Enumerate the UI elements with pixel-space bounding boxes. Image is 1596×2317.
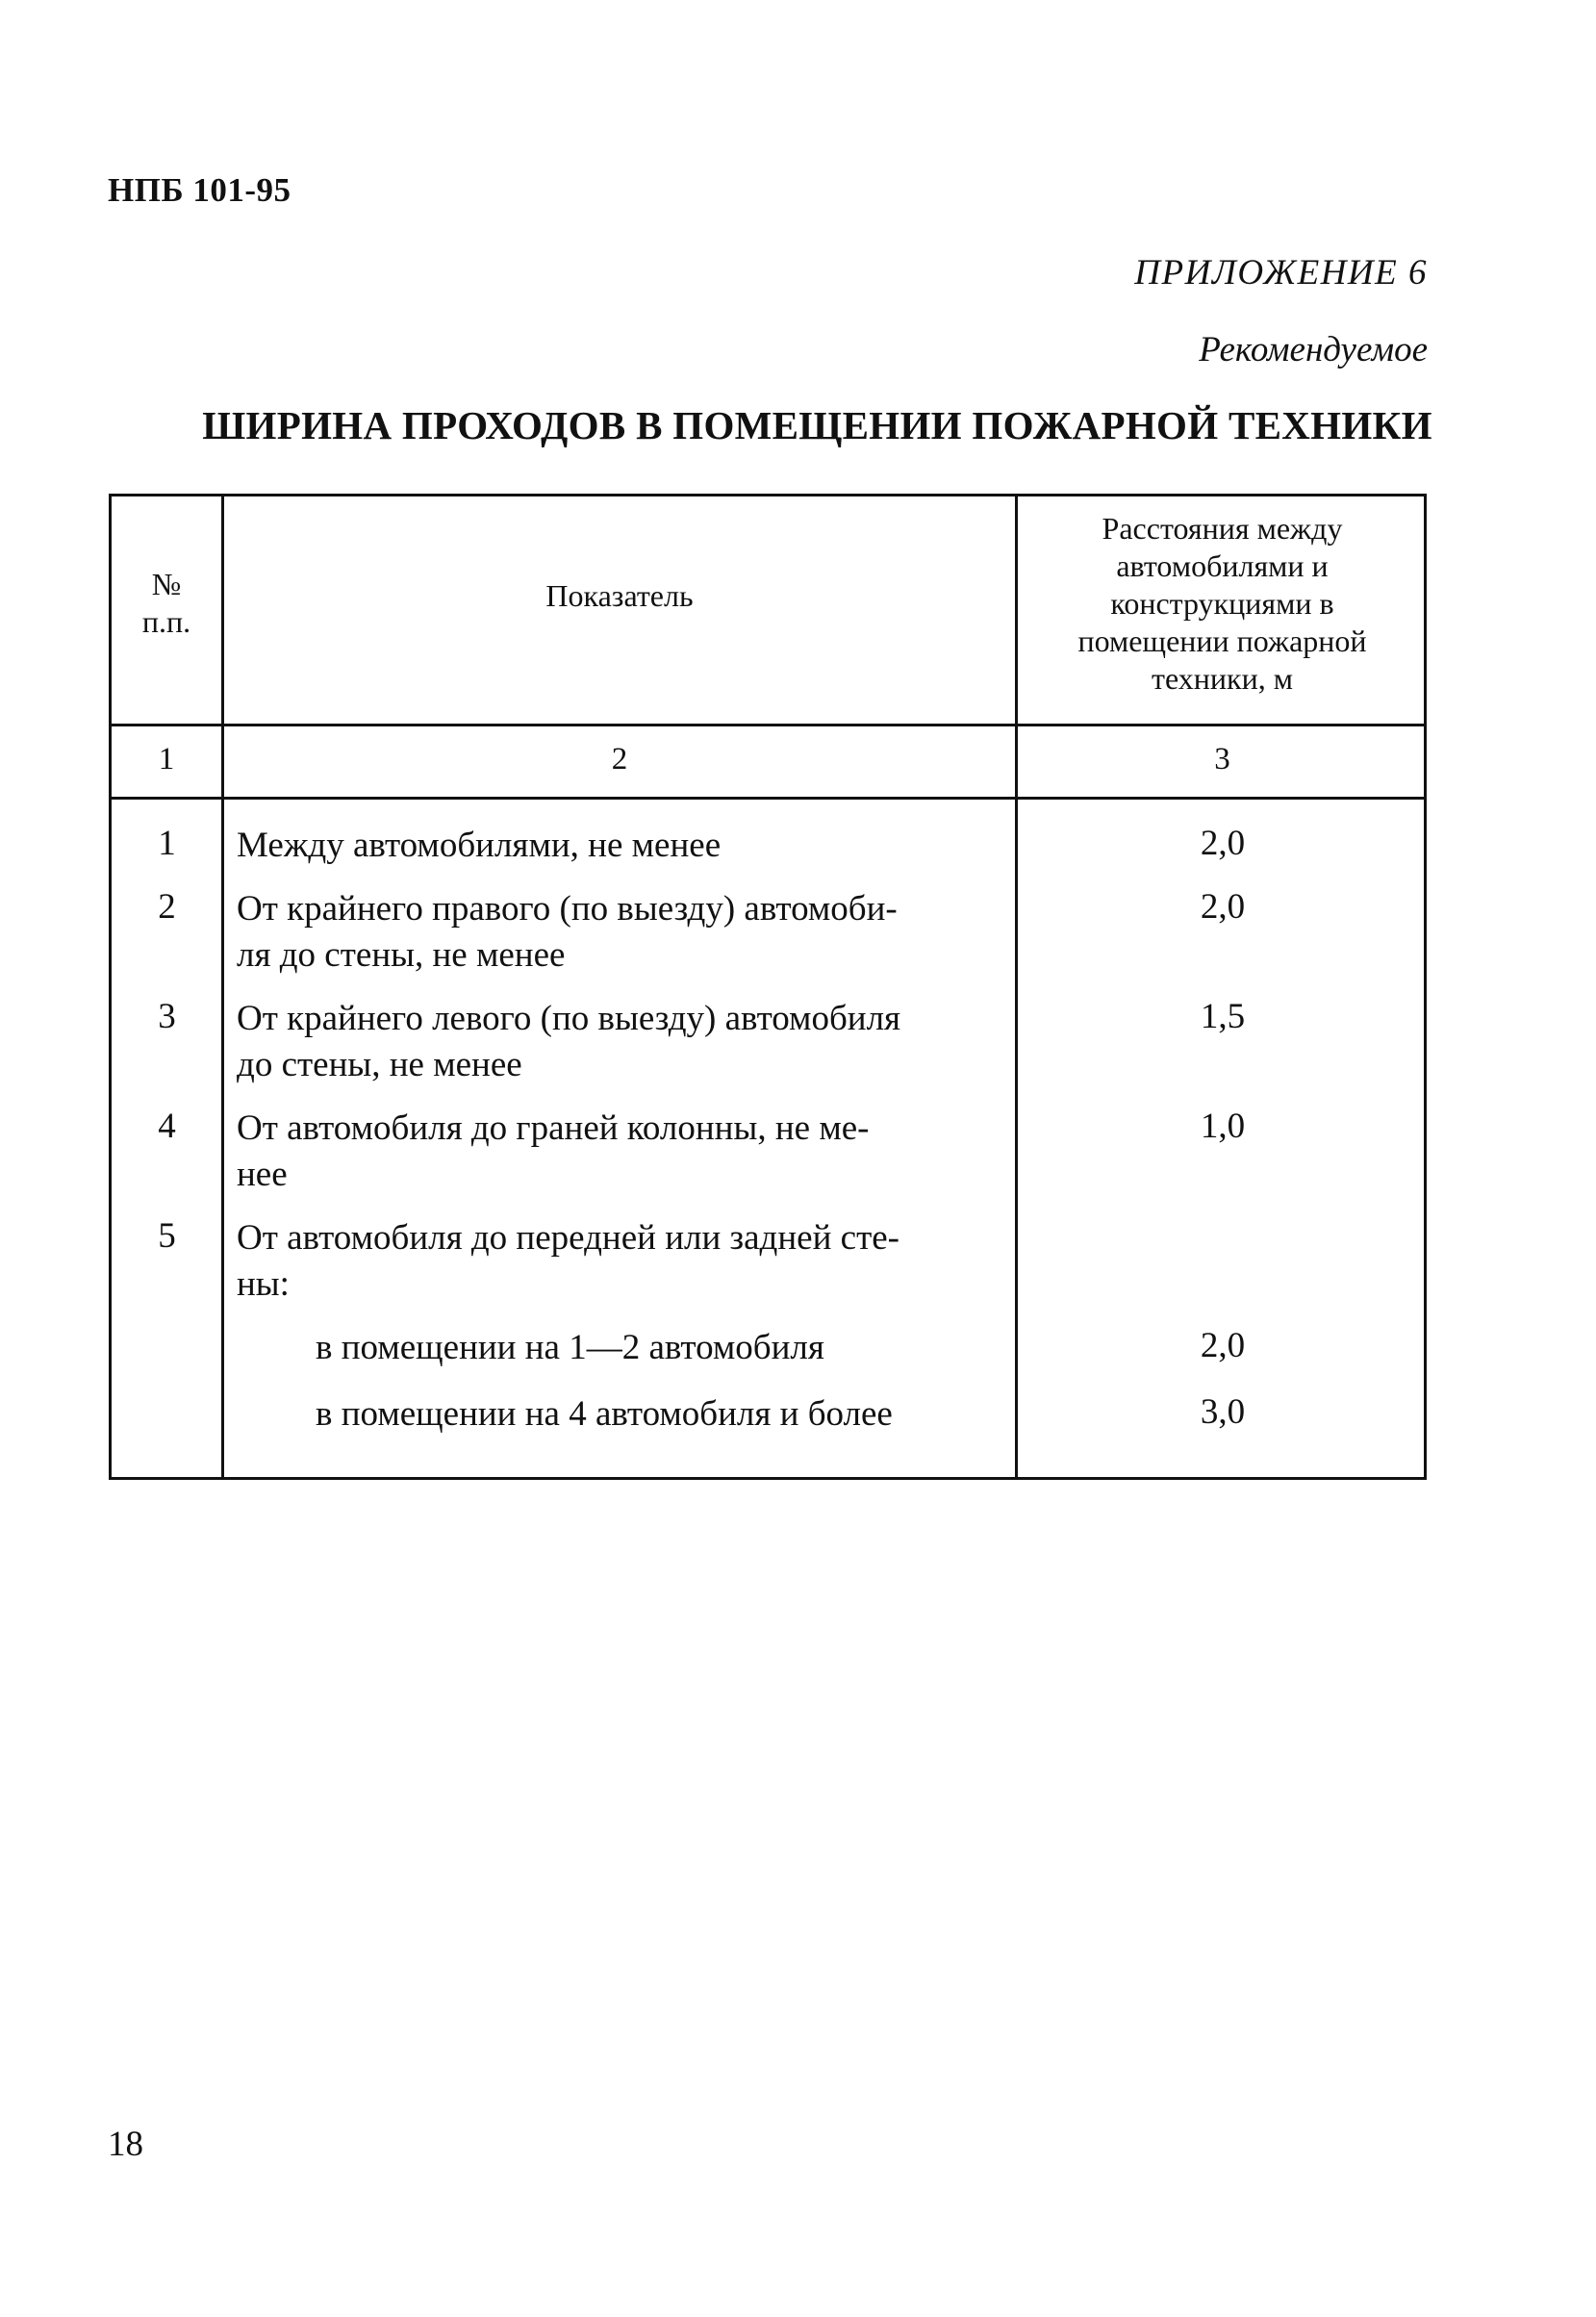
- column-divider: [221, 496, 224, 1477]
- header-line: Расстояния между: [1102, 511, 1343, 546]
- row-text-line: От крайнего правого (по выезду) автомоби-: [237, 889, 898, 929]
- row-indicator: [316, 1391, 1008, 1438]
- annex-status: Рекомендуемое: [1199, 330, 1428, 369]
- column-number: 2: [611, 742, 628, 777]
- row-indicator: [237, 823, 1004, 869]
- header-line: Показатель: [545, 578, 694, 613]
- page-number: 18: [108, 2125, 143, 2164]
- row-value: 2,0: [1200, 1326, 1246, 1365]
- row-indicator: [237, 1106, 1004, 1198]
- row-text-line: От автомобиля до граней колонны, не ме-: [237, 1108, 870, 1148]
- row-text-line: От крайнего левого (по выезду) автомобиля: [237, 999, 901, 1038]
- row-value: 2,0: [1200, 887, 1246, 927]
- header-line: автомобилями и: [1116, 548, 1329, 584]
- passage-width-table: [109, 494, 1427, 1480]
- numbering-divider: [112, 797, 1424, 800]
- header-line: техники, м: [1152, 661, 1293, 697]
- header-line: №: [151, 567, 182, 601]
- header-line: п.п.: [141, 604, 191, 640]
- page-title: ШИРИНА ПРОХОДОВ В ПОМЕЩЕНИИ ПОЖАРНОЙ ТЕХНИКИ: [202, 403, 1432, 447]
- row-value: 1,5: [1200, 997, 1246, 1036]
- row-text-line: От автомобиля до передней или задней сте-: [237, 1218, 899, 1258]
- row-text-line: до стены, не менее: [237, 1045, 522, 1084]
- row-number: 1: [158, 824, 176, 863]
- row-text-line: нее: [237, 1155, 288, 1194]
- row-text-line: в помещении на 4 автомобиля и более: [316, 1394, 893, 1434]
- row-text-line: Между автомобилями, не менее: [237, 826, 722, 865]
- header-divider: [112, 724, 1424, 726]
- row-number: 5: [158, 1216, 176, 1256]
- row-number: 2: [158, 887, 176, 927]
- column-number: 1: [158, 742, 175, 777]
- header-cell-distance: [1018, 510, 1427, 698]
- row-value: 3,0: [1200, 1392, 1246, 1432]
- document-code: НПБ 101-95: [108, 171, 291, 209]
- row-value: 1,0: [1200, 1107, 1246, 1146]
- row-number: 3: [158, 997, 176, 1036]
- header-line: конструкциями в: [1110, 586, 1334, 622]
- row-indicator: [237, 1215, 1004, 1308]
- row-text-line: ны:: [237, 1264, 290, 1304]
- annex-label: ПРИЛОЖЕНИЕ 6: [1134, 253, 1428, 293]
- header-line: помещении пожарной: [1077, 624, 1367, 659]
- row-value: 2,0: [1200, 824, 1246, 863]
- row-indicator: [237, 996, 1004, 1088]
- row-indicator: [316, 1325, 1008, 1371]
- header-cell-number: [112, 566, 221, 641]
- column-number: 3: [1214, 742, 1230, 777]
- row-number: 4: [158, 1107, 176, 1146]
- row-text-line: в помещении на 1—2 автомобиля: [316, 1328, 824, 1367]
- row-indicator: [237, 886, 1004, 979]
- header-cell-indicator: [224, 577, 1015, 615]
- row-text-line: ля до стены, не менее: [237, 935, 566, 975]
